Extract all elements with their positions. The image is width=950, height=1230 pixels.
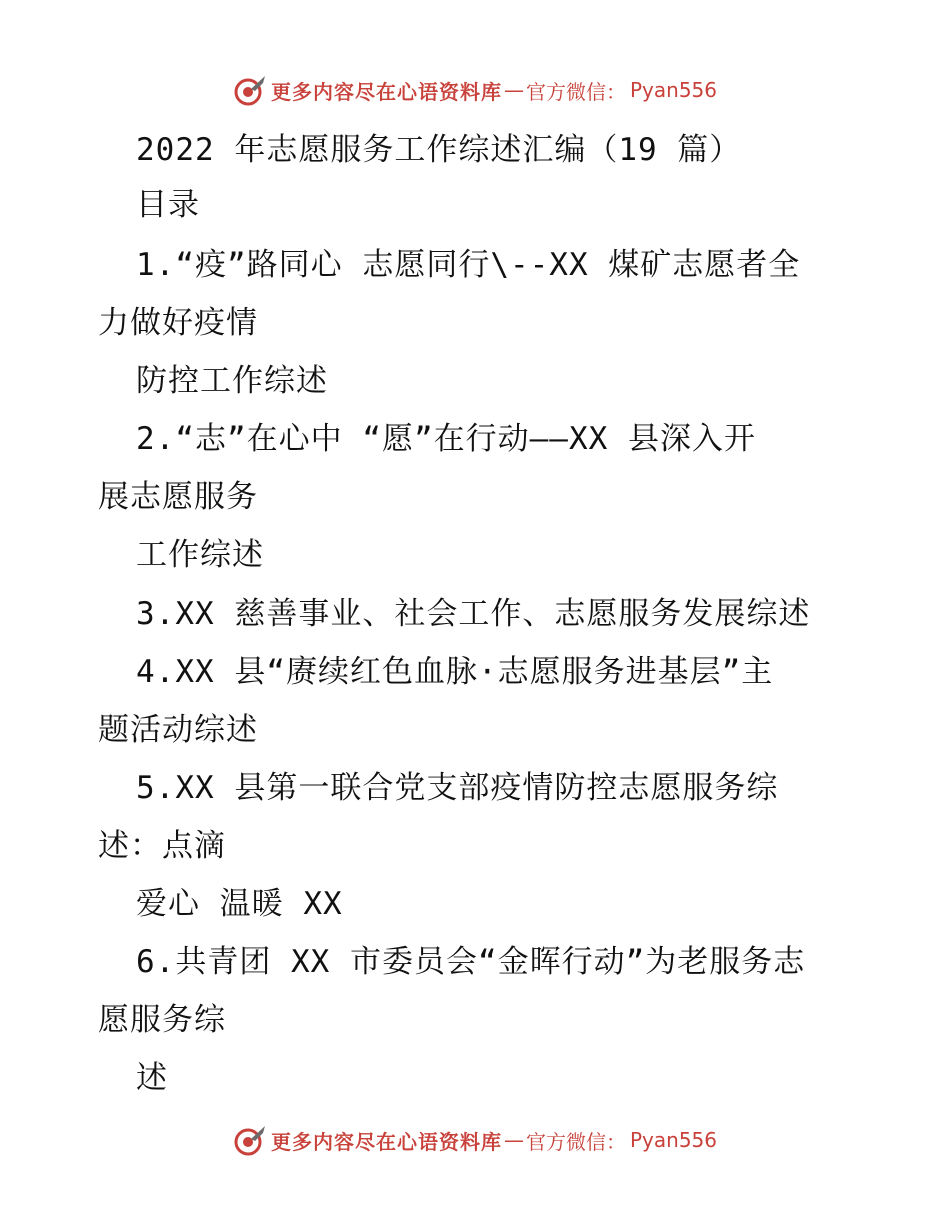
- banner-wechat-label: 官方微信：: [525, 79, 626, 104]
- banner-wechat-id: Pyan556: [629, 1128, 717, 1152]
- toc-line: 防控工作综述: [136, 363, 328, 399]
- toc-line: 3.XX 慈善事业、社会工作、志愿服务发展综述: [136, 596, 811, 632]
- document-title: 2022 年志愿服务工作综述汇编（19 篇）: [136, 132, 742, 168]
- toc-line: 6.共青团 XX 市委员会“金晖行动”为老服务志: [136, 944, 806, 980]
- toc-line: 5.XX 县第一联合党支部疫情防控志愿服务综: [136, 770, 779, 806]
- banner-wechat-id: Pyan556: [629, 78, 717, 102]
- toc-line: 题活动综述: [98, 712, 258, 748]
- toc-line: 愿服务综: [98, 1002, 226, 1038]
- banner-wechat-label: 官方微信：: [525, 1129, 626, 1154]
- toc-line: 1.“疫”路同心 志愿同行\--XX 煤矿志愿者全: [136, 247, 801, 283]
- banner-separator: —: [503, 1128, 524, 1152]
- quill-logo-icon: [233, 73, 267, 107]
- header-watermark-banner: [0, 70, 950, 110]
- toc-line: 爱心 温暖 XX: [136, 886, 343, 922]
- toc-heading: 目录: [136, 187, 200, 223]
- footer-watermark-banner: [0, 1120, 950, 1160]
- banner-brand-text: 更多内容尽在心语资料库: [270, 1129, 502, 1154]
- toc-line: 工作综述: [136, 537, 264, 573]
- banner-brand-text: 更多内容尽在心语资料库: [270, 79, 502, 104]
- toc-line: 4.XX 县“赓续红色血脉·志愿服务进基层”主: [136, 654, 774, 690]
- quill-logo-icon: [233, 1123, 267, 1157]
- toc-line: 展志愿服务: [98, 479, 258, 515]
- banner-separator: —: [503, 78, 524, 102]
- toc-line: 力做好疫情: [98, 305, 258, 341]
- toc-line: 述: [136, 1060, 168, 1096]
- toc-line: 2.“志”在心中 “愿”在行动——XX 县深入开: [136, 421, 756, 457]
- toc-line: 述：点滴: [98, 828, 226, 864]
